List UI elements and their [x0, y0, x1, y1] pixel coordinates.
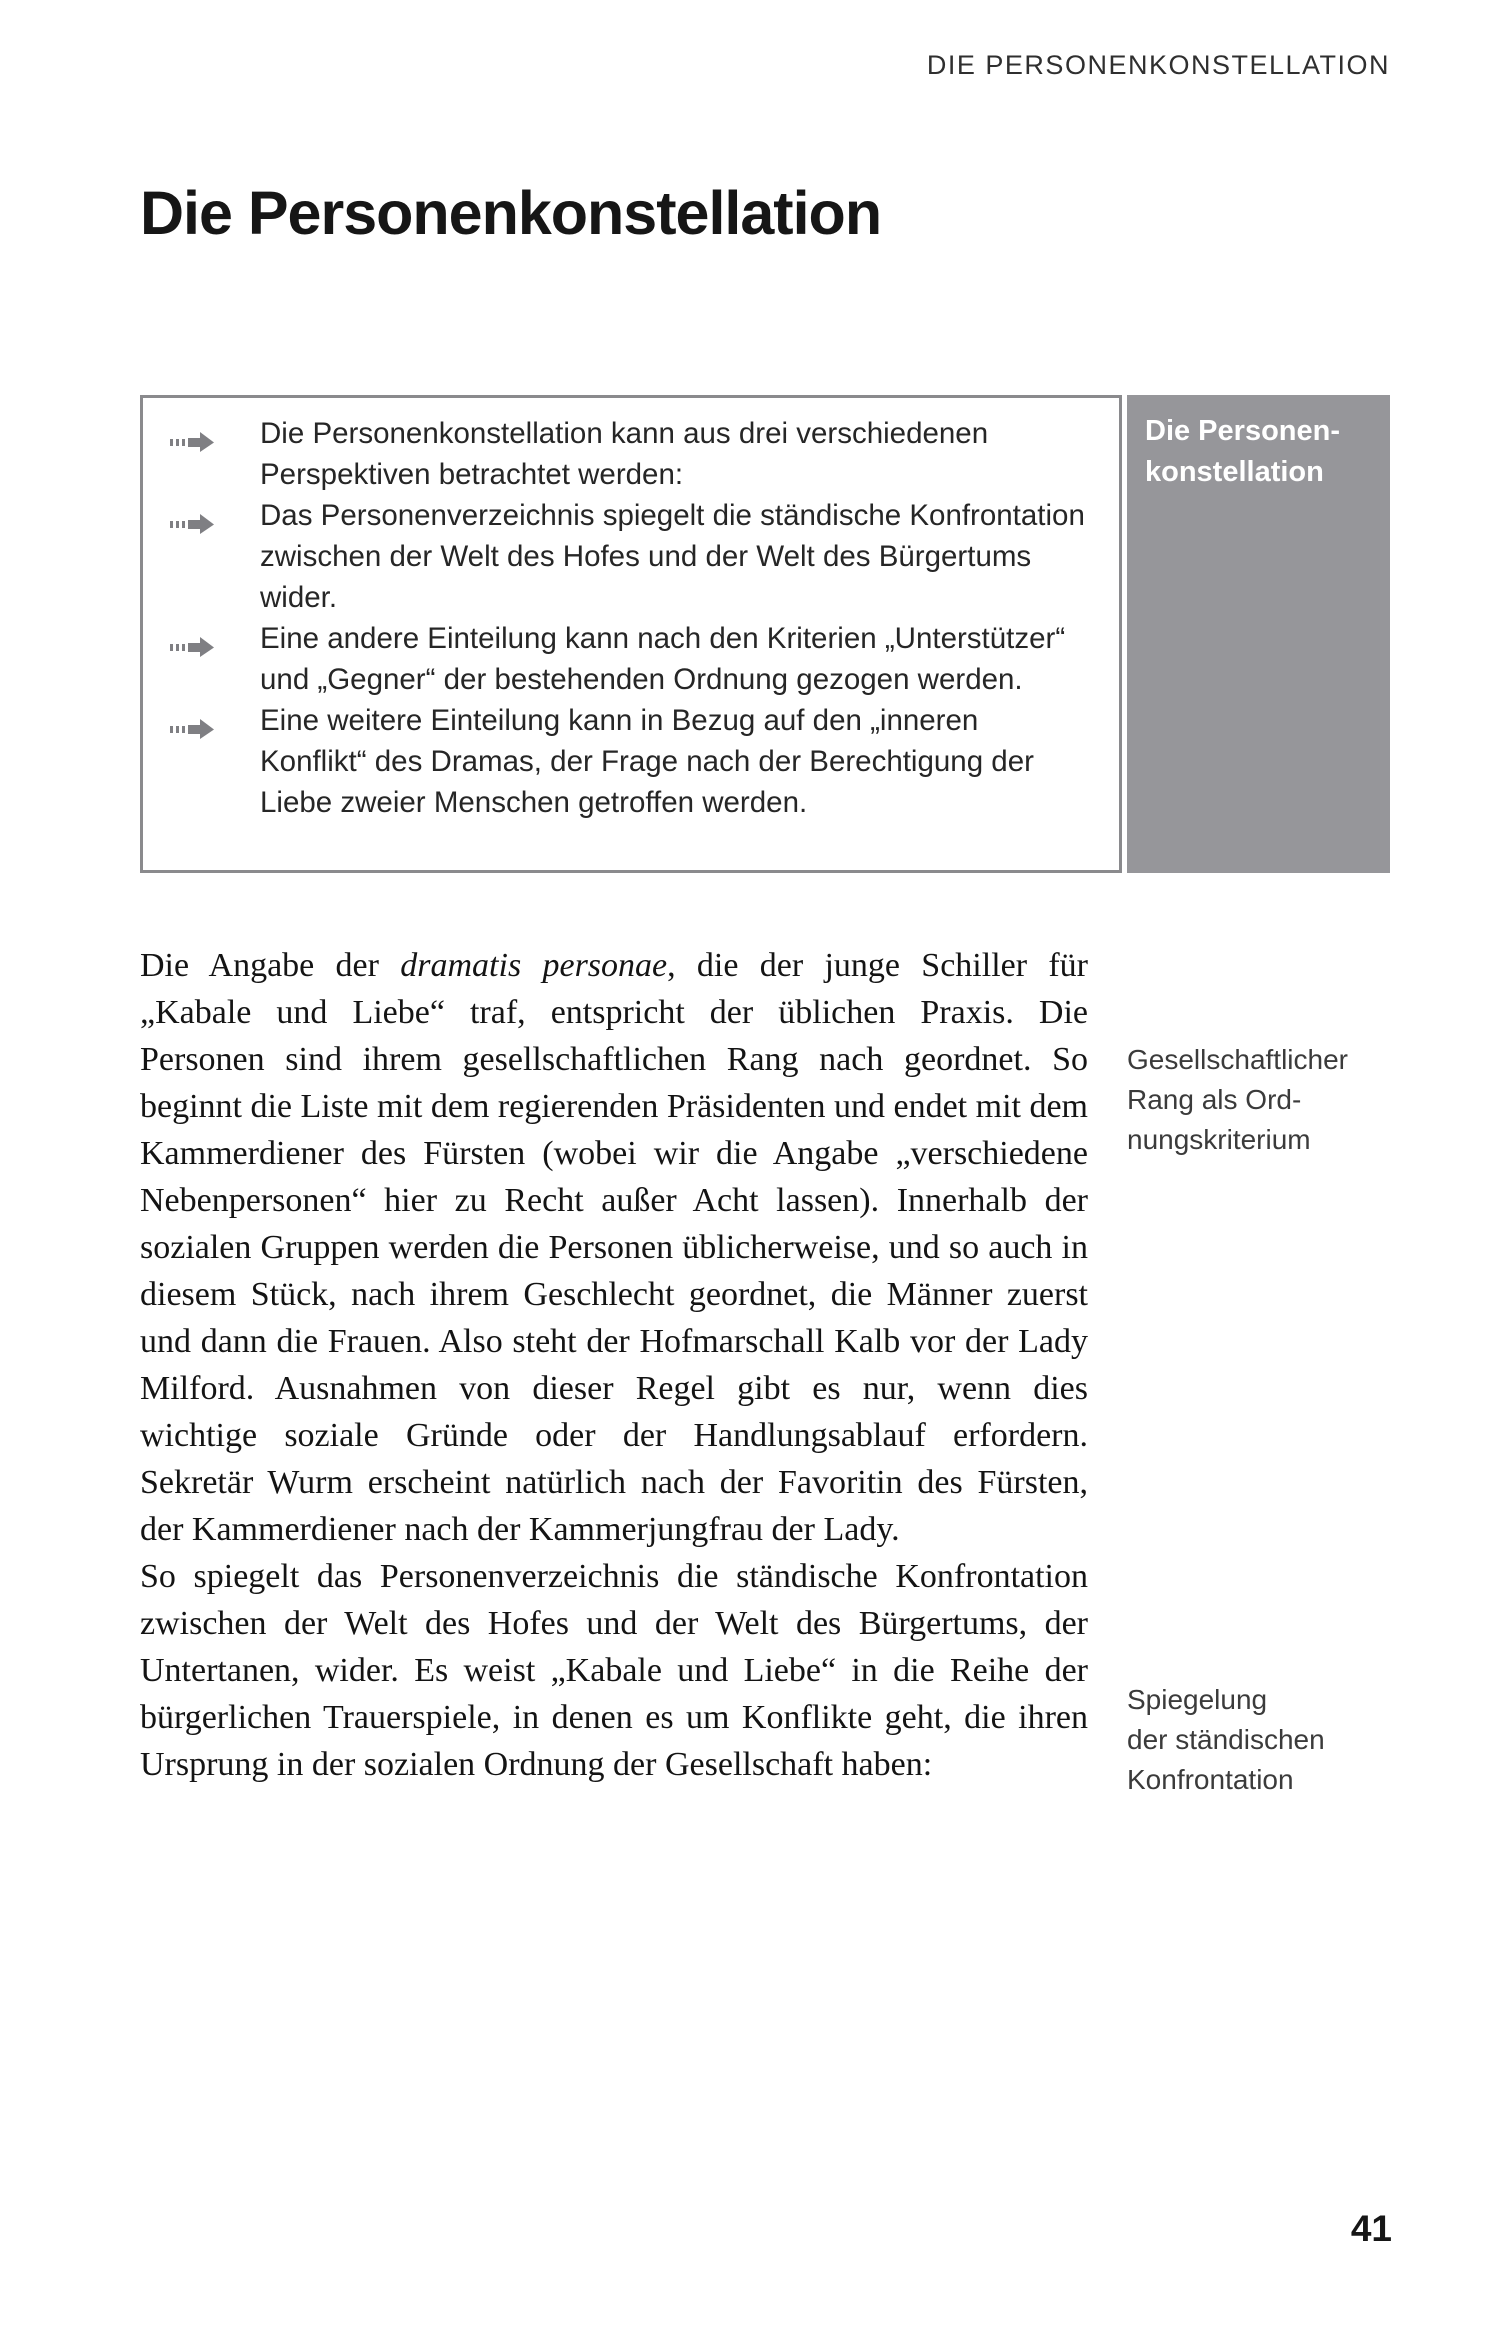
body-text-run: , die der junge Schiller für „Kabale und Liebe“ traf, entspricht der üblichen Praxis. Die Personen sind ihrem gesellschaftlichen Rang nach geordnet. So beginnt die Liste mit dem regierenden Präsidenten und endet mit dem Kammerdiener des Fürsten (wobei wir die Angabe „verschiedene Nebenpersonen“ hier zu Recht außer Acht lassen). Innerhalb der sozialen Gruppen werden die Personen üblicherweise, und so auch in diesem Stück, nach ihrem Geschlecht geordnet, die Männer zuerst und dann die Frauen. Also steht der Hofmarschall Kalb vor der Lady Milford. Ausnahmen von dieser Regel gibt es nur, wenn dies wichtige soziale Gründe oder der Handlungsablauf erfordern. Sekretär Wurm erscheint natürlich nach der Favoritin des Fürsten, der Kammerdiener nach der Kammerjungfrau der Lady. — [140, 947, 1088, 1548]
summary-item-text: Die Personenkonstellation kann aus drei verschiedenen Perspektiven betrachtet werden: — [260, 417, 989, 491]
summary-item — [158, 413, 1093, 495]
body-text — [140, 942, 1088, 1788]
margin-note — [1127, 1040, 1407, 1160]
margin-keyword-line: konstellation — [1145, 456, 1324, 488]
body-text-run: Die Angabe der — [140, 947, 401, 984]
summary-item-text: Eine weitere Einteilung kann in Bezug auf den „inneren Konflikt“ des Dramas, der Frage nach der Berechtigung der Liebe zweier Menschen getroffen werden. — [260, 704, 1034, 819]
margin-keyword-line: Die Personen- — [1145, 415, 1340, 447]
summary-item-text: Das Personenverzeichnis spiegelt die ständische Konfrontation zwischen der Welt des Hofes und der Welt des Bürgertums wider. — [260, 499, 1085, 614]
margin-note-line: nungskriterium — [1127, 1124, 1311, 1155]
summary-item — [158, 618, 1093, 700]
page-title: Die Personenkonstellation — [140, 179, 882, 247]
dashed-right-arrow-icon — [170, 505, 216, 546]
summary-item-text: Eine andere Einteilung kann nach den Kriterien „Unterstützer“ und „Gegner“ der bestehenden Ordnung gezogen werden. — [260, 622, 1066, 696]
margin-note-line: Rang als Ord- — [1127, 1084, 1302, 1115]
body-text-italic-run: dramatis personae — [400, 947, 668, 984]
body-paragraph: So spiegelt das Personenverzeichnis die ständische Konfrontation zwischen der Welt des Hofes und der Welt des Bürgertums, der Untertanen, wider. Es weist „Kabale und Liebe“ in die Reihe der bürgerlichen Trauerspiele, in denen es um Konflikte geht, die ihren Ursprung in der sozialen Ordnung der Gesellschaft haben: — [140, 1558, 1088, 1783]
summary-section — [140, 395, 1390, 873]
running-head: DIE PERSONENKONSTELLATION — [926, 50, 1390, 80]
margin-note-line: Konfrontation — [1127, 1764, 1294, 1795]
summary-box — [140, 395, 1122, 873]
dashed-right-arrow-icon — [170, 710, 216, 751]
margin-note-line: Spiegelung — [1127, 1684, 1268, 1715]
margin-note-line: der ständischen — [1127, 1724, 1325, 1755]
summary-item — [158, 700, 1093, 823]
page-number: 41 — [1350, 2208, 1392, 2249]
body-paragraph — [140, 942, 1088, 1553]
margin-keyword-box — [1127, 395, 1390, 873]
summary-list — [158, 413, 1093, 823]
margin-note — [1127, 1680, 1407, 1800]
dashed-right-arrow-icon — [170, 628, 216, 669]
summary-item — [158, 495, 1093, 618]
margin-note-line: Gesellschaftlicher — [1127, 1044, 1348, 1075]
dashed-right-arrow-icon — [170, 423, 216, 464]
